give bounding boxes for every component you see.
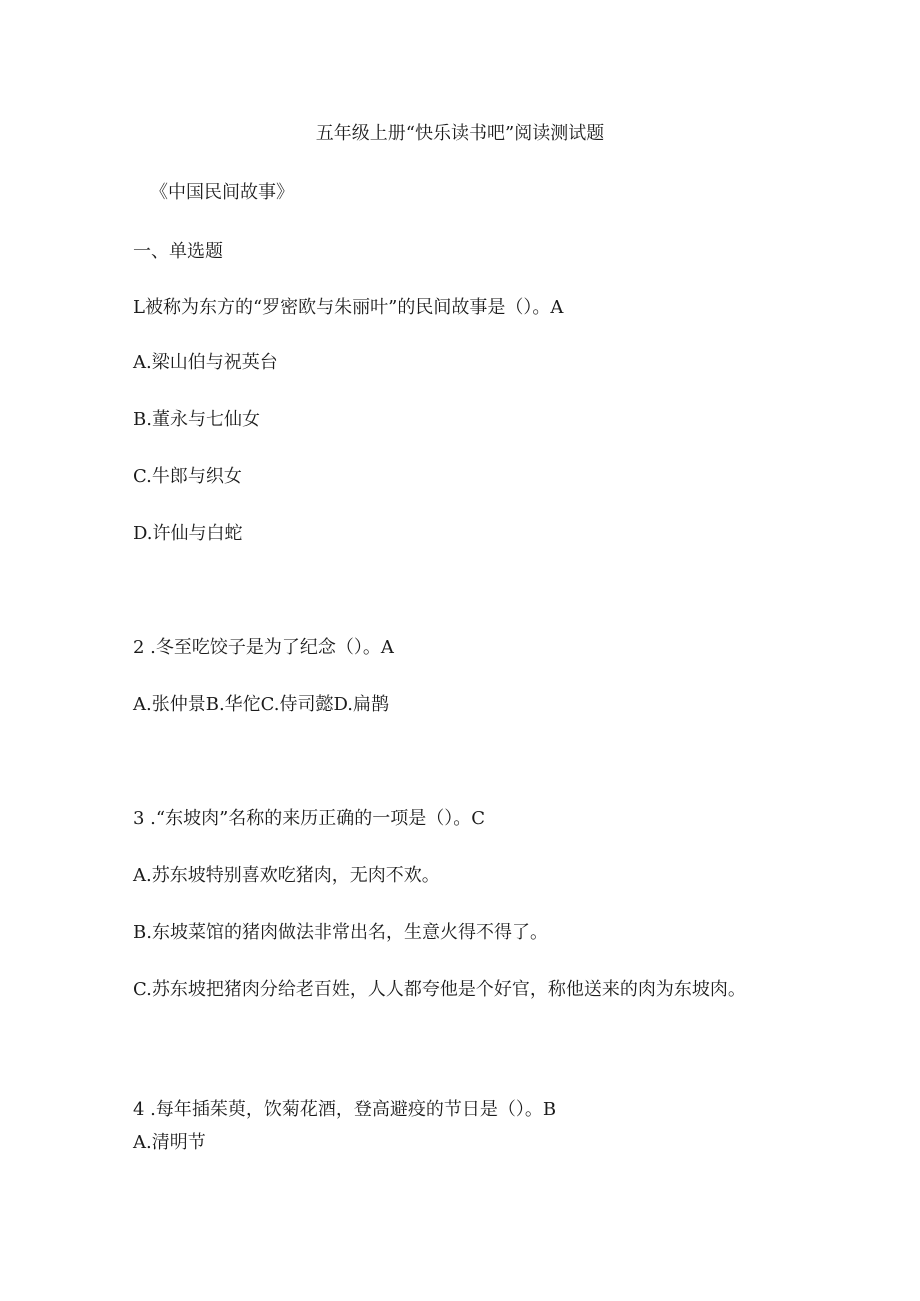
- section-heading: 一、单选题: [133, 241, 223, 262]
- question-3-option-c: C.苏东坡把猪肉分给老百姓，人人都夸他是个好官，称他送来的肉为东坡肉。: [133, 979, 746, 1000]
- question-1-option-a: A.梁山伯与祝英台: [133, 352, 278, 373]
- question-3-stem: 3 .“东坡肉”名称的来历正确的一项是（）。C: [133, 808, 486, 829]
- question-3-option-a: A.苏东坡特别喜欢吃猪肉，无肉不欢。: [133, 865, 440, 886]
- question-2-stem: 2 .冬至吃饺子是为了纪念（）。A: [133, 637, 394, 658]
- page-title: 五年级上册“快乐读书吧”阅读测试题: [315, 123, 605, 144]
- question-1-stem: L被称为东方的“罗密欧与朱丽叶”的民间故事是（）。A: [133, 297, 564, 318]
- question-4-stem: 4 .每年插茱萸，饮菊花酒，登高避疫的节日是（）。B: [133, 1099, 557, 1120]
- question-4-option-a: A.清明节: [133, 1132, 206, 1153]
- question-1-option-c: C.牛郎与织女: [133, 466, 242, 487]
- question-1-option-d: D.许仙与白蛇: [133, 523, 243, 544]
- book-title: 《中国民间故事》: [150, 182, 294, 203]
- question-2-options: A.张仲景B.华佗C.侍司懿D.扁鹊: [133, 694, 390, 715]
- question-1-option-b: B.董永与七仙女: [133, 409, 260, 430]
- question-3-option-b: B.东坡菜馆的猪肉做法非常出名，生意火得不得了。: [133, 922, 548, 943]
